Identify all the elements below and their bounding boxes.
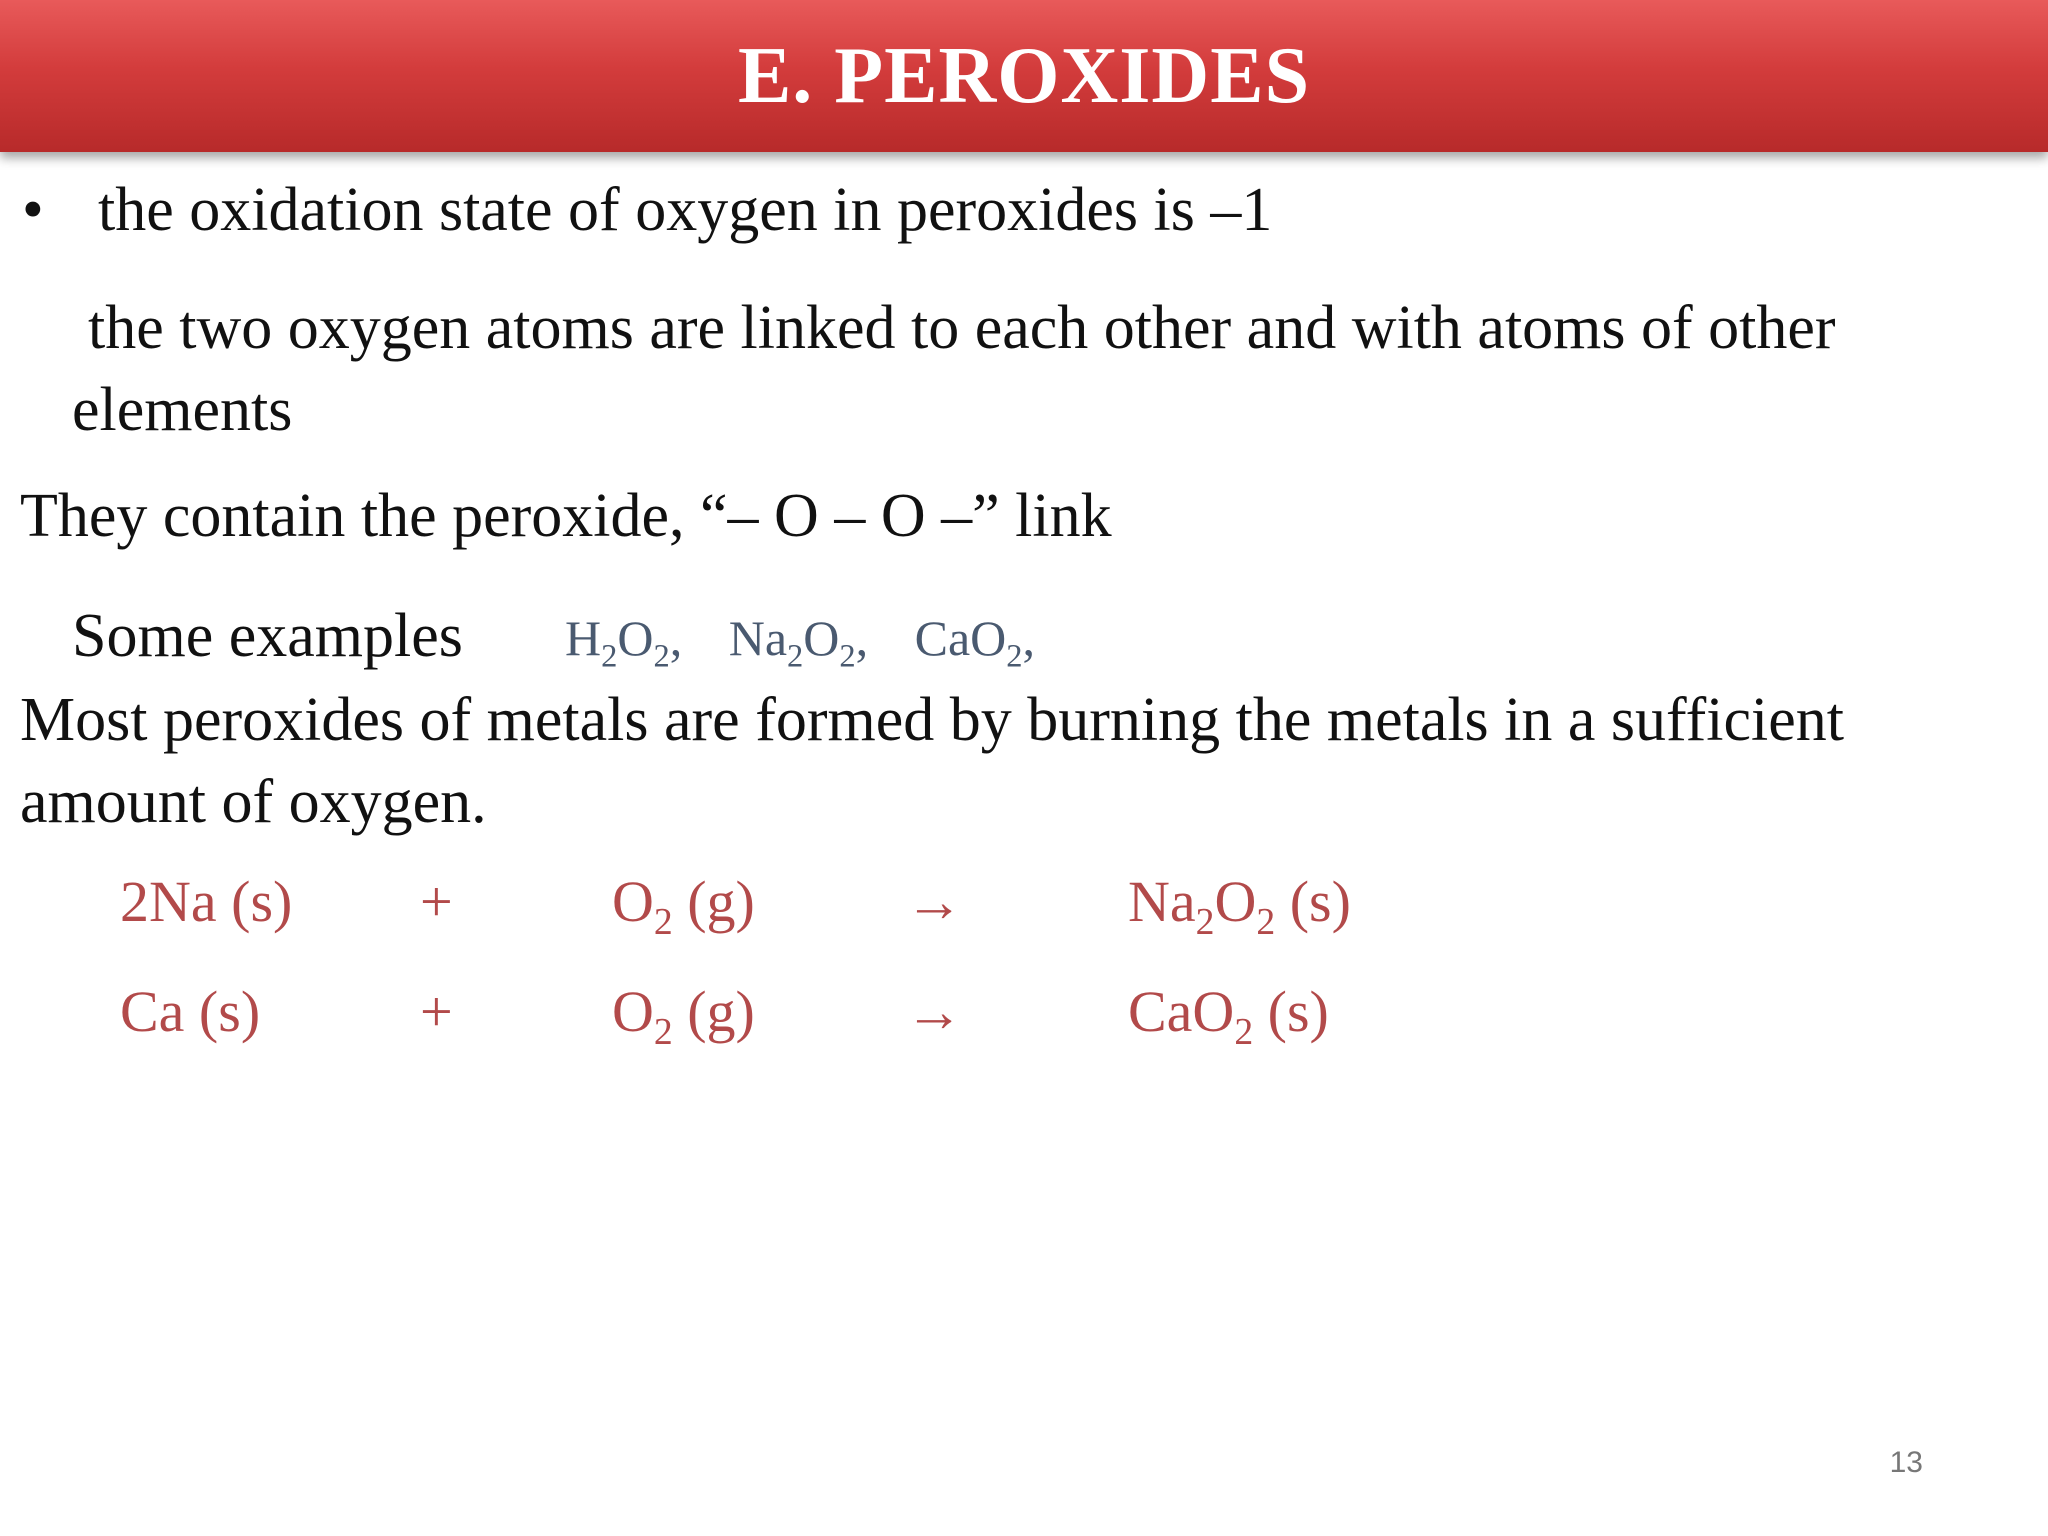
metal-peroxides-text-line2: amount of oxygen. [20,768,487,836]
equation-product: CaO$_2$ (s) [1128,979,1329,1054]
equation-reactant-1: 2Na (s) [120,869,293,934]
bullet-marker: • [22,176,44,244]
examples-formulas [565,608,1069,675]
equation-row [0,978,1450,1078]
equation-reactant-2: $O_2$ (g) [612,979,755,1054]
linked-atoms-text-line1: the two oxygen atoms are linked to each other and with atoms of other [88,294,1836,362]
page-number: 13 [1889,1446,1923,1479]
example-formula: $H_2O_2$, [565,610,683,675]
equation-arrow: → [905,869,963,934]
example-formula: $Na_2O_2$, [728,610,869,675]
metal-peroxides-text-line1: Most peroxides of metals are formed by burning the metals in a sufficient [20,686,1844,754]
equation-arrow: → [905,979,963,1044]
example-formula: CaO$_2$, [914,610,1036,675]
equation-product: $Na_2O_2$ (s) [1128,869,1351,944]
peroxide-link-text: They contain the peroxide, “– O – O –” link [20,482,1112,550]
equation-plus: + [420,869,453,934]
linked-atoms-text-line2: elements [72,376,293,444]
oxidation-state-text: the oxidation state of oxygen in peroxides is –1 [98,176,1273,244]
equation-row [0,868,1450,968]
equation-plus: + [420,979,453,1044]
title-bar [0,0,2048,152]
slide-title: E. PEROXIDES [737,31,1311,120]
examples-label: Some examples [72,602,463,670]
equation-reactant-1: Ca (s) [120,979,261,1044]
equation-reactant-2: $O_2$ (g) [612,869,755,944]
